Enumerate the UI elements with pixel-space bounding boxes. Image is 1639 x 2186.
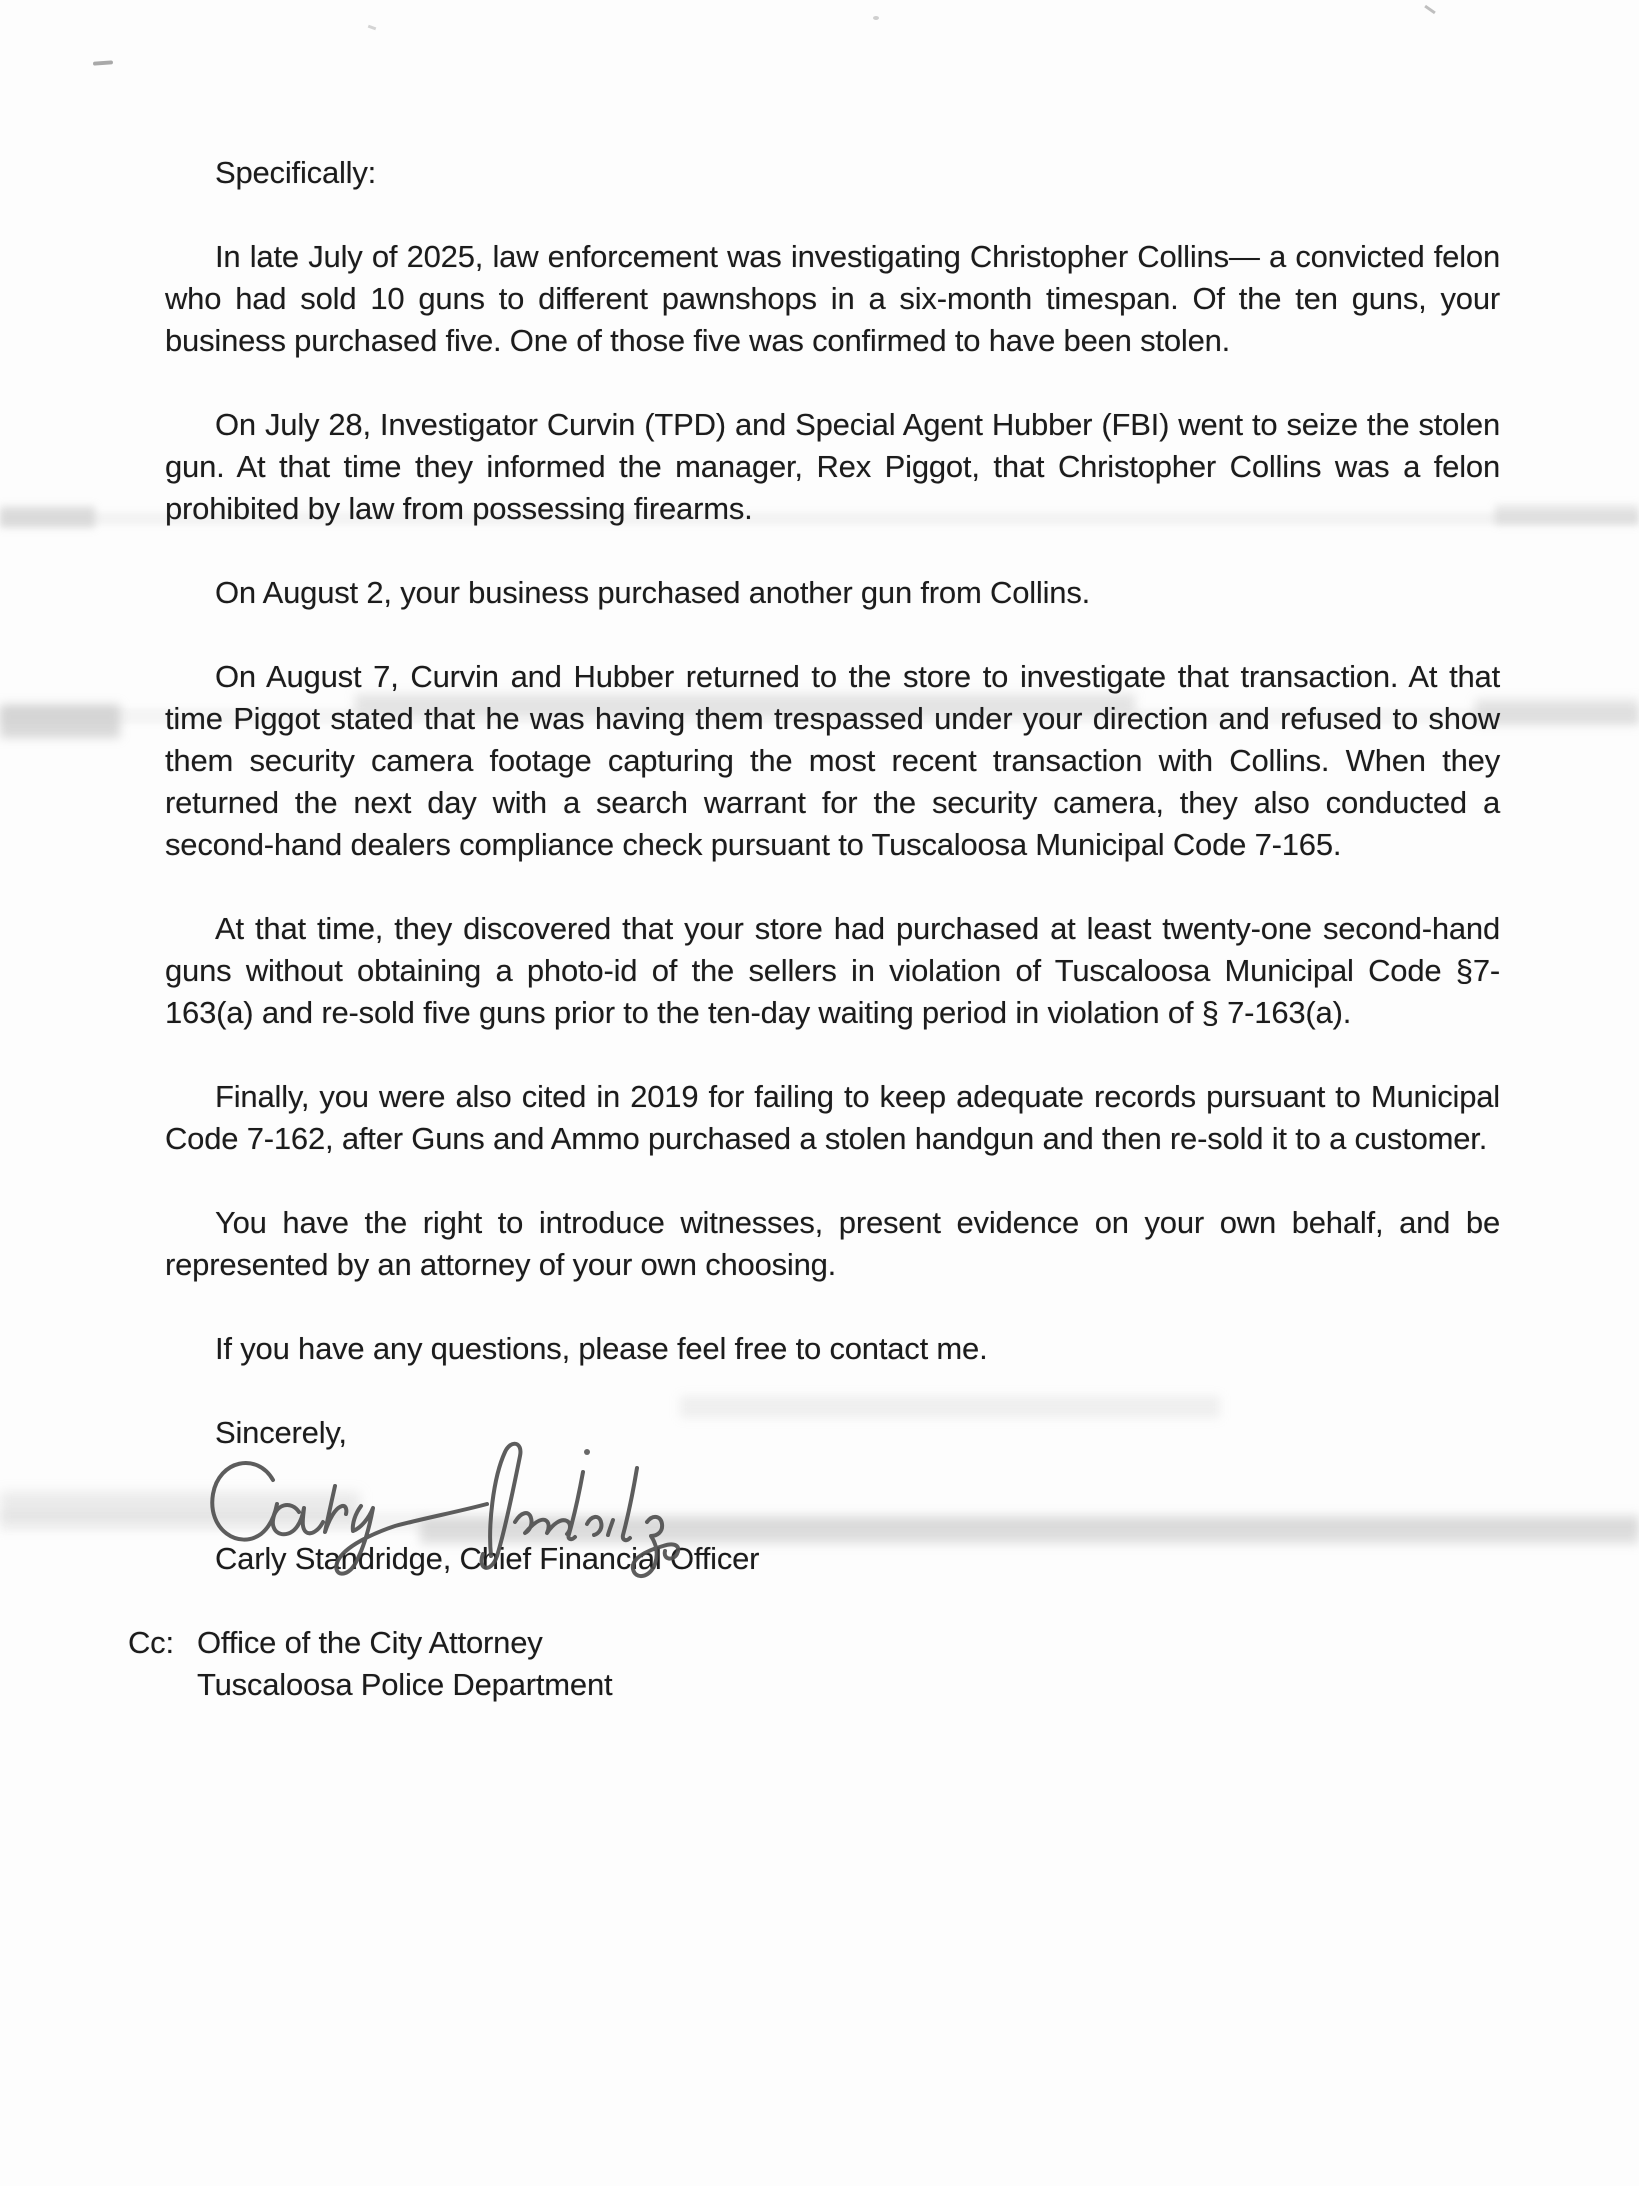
cc-label: Cc: [128,1625,174,1660]
signature-handwritten [195,1438,695,1588]
letter-paragraph: At that time, they discovered that your store had purchased at least twenty-one second-hand guns without obtaining a photo-id of the sellers in violation of Tuscaloosa Municipal Code §7-163(a) and re-sold five guns prior to the ten-day waiting period in violation of § 7-163(a). [165,911,1500,1030]
closing-line: Sincerely, [215,1415,347,1450]
cc-block [128,1622,1500,1706]
letter-paragraph: If you have any questions, please feel free to contact me. [215,1331,988,1366]
cc-item: Tuscaloosa Police Department [197,1667,613,1702]
stray-ink-dot [584,1449,590,1455]
scan-speck [368,25,377,31]
letter-paragraph: On August 2, your business purchased another gun from Collins. [215,575,1091,610]
scan-speck [1424,5,1436,14]
scan-streak [0,704,120,738]
letter-paragraph: On July 28, Investigator Curvin (TPD) and Special Agent Hubber (FBI) went to seize the stolen gun. At that time they informed the manager, Rex Piggot, that Christopher Collins was a felon prohibited by law from possessing firearms. [165,407,1500,526]
letter-paragraph: Finally, you were also cited in 2019 for failing to keep adequate records pursuant to Municipal Code 7-162, after Guns and Ammo purchased a stolen handgun and then re-sold it to a customer. [165,1079,1500,1156]
lead-in-line: Specifically: [215,155,377,190]
signer-name-line: Carly Standridge, Chief Financial Officer [215,1541,760,1576]
letter-paragraph: On August 7, Curvin and Hubber returned to the store to investigate that transaction. At that time Piggot stated that he was having them trespassed under your direction and refused to show them security camera footage capturing the most recent transaction with Collins. When they returned the next day with a search warrant for the security camera, they also conducted a second-hand dealers compliance check pursuant to Tuscaloosa Municipal Code 7-165. [165,659,1500,862]
letter-paragraph: In late July of 2025, law enforcement was investigating Christopher Collins— a convicted felon who had sold 10 guns to different pawnshops in a six-month timespan. Of the ten guns, your business purchased five. One of those five was confirmed to have been stolen. [165,239,1500,358]
cc-item: Office of the City Attorney [197,1625,543,1660]
scan-streak [1495,505,1639,525]
scan-smudge [93,60,113,65]
scan-streak [0,506,95,528]
scan-speck [873,16,879,20]
letter-paragraph: You have the right to introduce witnesses, present evidence on your own behalf, and be represented by an attorney of your own choosing. [165,1205,1500,1282]
